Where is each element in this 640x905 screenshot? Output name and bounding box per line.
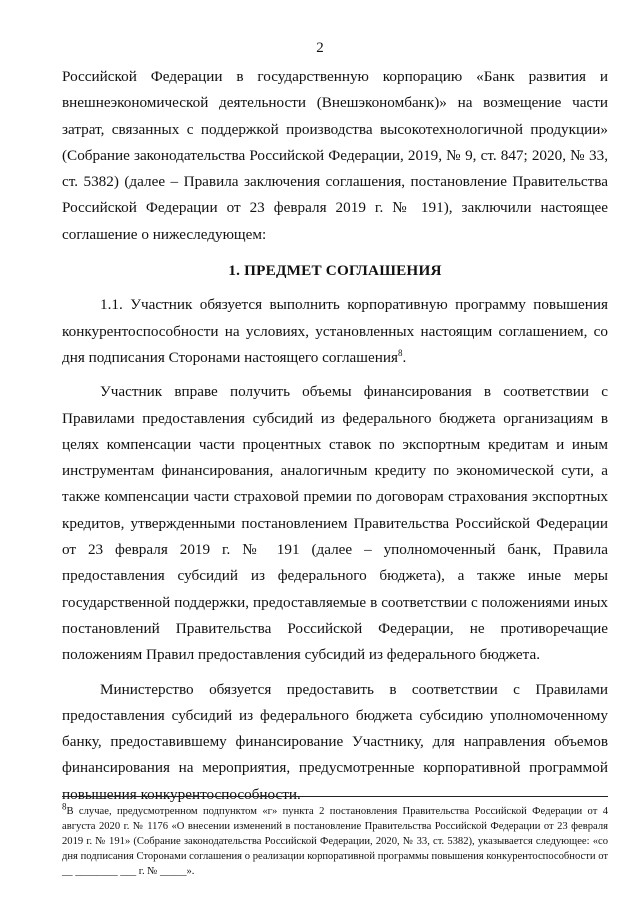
footnote-separator <box>62 796 608 797</box>
section-heading: 1. ПРЕДМЕТ СОГЛАШЕНИЯ <box>228 262 442 280</box>
footnote-text: В случае, предусмотренном подпунктом «г» пункта 2 постановления Правительства Российской Федерации от 4 августа 2020 г. № 1176 «О внесении изменений в постановление Правительства Российской Федерации от 23 февраля 2019 г. № 191» (Собрание законодательства Российской Федерации, 2020, № 33, ст. 5382), указывается следующее: «со дня подписания Сторонами соглашения о реализации корпоративной программы повышения конкурентоспособности от __ ________ ___ г. № _____». <box>62 806 608 877</box>
document-body <box>62 64 608 808</box>
page-number: 2 <box>316 40 324 56</box>
clause-1-1-paragraph <box>62 292 608 371</box>
intro-paragraph: Российской Федерации в государственную корпорацию «Банк развития и внешнеэкономической деятельности (Внешэкономбанк)» на возмещение части затрат, связанных с поддержкой производства высокотехнологичной продукции» (Собрание законодательства Российской Федерации, 2019, № 9, ст. 847; 2020, № 33, ст. 5382) (далее – Правила заключения соглашения, постановление Правительства Российской Федерации от 23 февраля 2019 г. № 191), заключили настоящее соглашение о нижеследующем: <box>62 68 608 243</box>
footnote <box>62 801 608 879</box>
clause-1-1-text: 1.1. Участник обязуется выполнить корпоративную программу повышения конкурентоспособности на условиях, установленных настоящим соглашением, со дня подписания Сторонами настоящего соглашения <box>62 296 608 366</box>
footnote-reference: 8 <box>397 347 403 358</box>
participant-rights-paragraph: Участник вправе получить объемы финансирования в соответствии с Правилами предоставления субсидий из федерального бюджета организациям в целях компенсации части процентных ставок по экспортным кредитам и иным инструментам финансирования, аналогичным кредиту по экономической сути, а также компенсации части страховой премии по договорам страхования экспортных кредитов, утвержденными постановлением Правительства Российской Федерации от 23 февраля 2019 г. № 191 (далее – уполномоченный банк, Правила предоставления субсидий из федерального бюджета), а также иные меры государственной поддержки, предоставляемые в соответствии с положениями иных постановлений Правительства Российской Федерации, не противоречащие положениям Правил предоставления субсидий из федерального бюджета. <box>62 383 608 664</box>
footnote-marker: 8 <box>62 801 67 812</box>
ministry-obligation-paragraph: Министерство обязуется предоставить в соответствии с Правилами предоставления субсидий из федерального бюджета субсидию уполномоченному банку, предоставившему финансирование Участнику, для направления объемов финансирования на мероприятия, предусмотренные корпоративной программой повышения конкурентоспособности. <box>62 680 608 803</box>
clause-1-1-period: . <box>402 348 407 366</box>
